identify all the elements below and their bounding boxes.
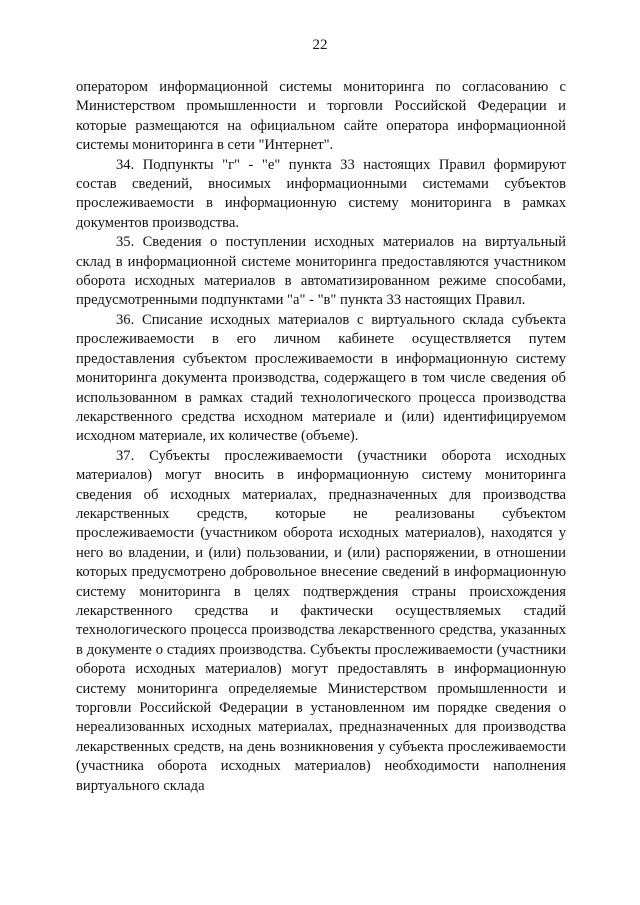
paragraph-item-37: 37. Субъекты прослеживаемости (участники оборота исходных материалов) могут вносить в информационную систему мониторинга сведения об исходных материалах, предназначенных для производства лекарственных средств, которые не реализованы субъектом прослеживаемости (участником оборота исходных материалов), находятся у него во владении, и (или) пользовании, и (или) распоряжении, в отношении которых предусмотрено добровольное внесение сведений в информационную систему мониторинга в целях подтверждения страны происхождения лекарственного средства и фактически осуществляемых стадий технологического процесса производства лекарственного средства, указанных в документе о стадиях производства. Субъекты прослеживаемости (участники оборота исходных материалов) могут предоставлять в информационную систему мониторинга определяемые Министерством промышленности и торговли Российской Федерации в установленном им порядке сведения о нереализованных исходных материалах, предназначенных для производства лекарственных средств, на день возникновения у субъекта прослеживаемости (участника оборота исходных материалов) необходимости наполнения виртуального склада <box>76 447 566 794</box>
paragraph-item-34: 34. Подпункты "г" - "е" пункта 33 настоящих Правил формируют состав сведений, вносимых информационными системами субъектов прослеживаемости в информационную систему мониторинга в рамках документов производства. <box>76 156 566 231</box>
document-body <box>76 78 566 796</box>
page-number: 22 <box>312 37 328 53</box>
paragraph-item-35: 35. Сведения о поступлении исходных материалов на виртуальный склад в информационной системе мониторинга предоставляются участником оборота исходных материалов в автоматизированном режиме способами, предусмотренными подпунктами "а" - "в" пункта 33 настоящих Правил. <box>76 234 566 309</box>
paragraph-item-36: 36. Списание исходных материалов с виртуального склада субъекта прослеживаемости в его личном кабинете осуществляется путем предоставления субъектом прослеживаемости в информационную систему мониторинга документа производства, содержащего в том числе сведения об использованном в рамках стадий технологического процесса производства лекарственного средства исходном материале и (или) идентифицируемом исходном материале, их количестве (объеме). <box>76 311 566 445</box>
paragraph-continuation: оператором информационной системы мониторинга по согласованию с Министерством промышленности и торговли Российской Федерации и которые размещаются на официальном сайте оператора информационной системы мониторинга в сети "Интернет". <box>76 79 566 154</box>
